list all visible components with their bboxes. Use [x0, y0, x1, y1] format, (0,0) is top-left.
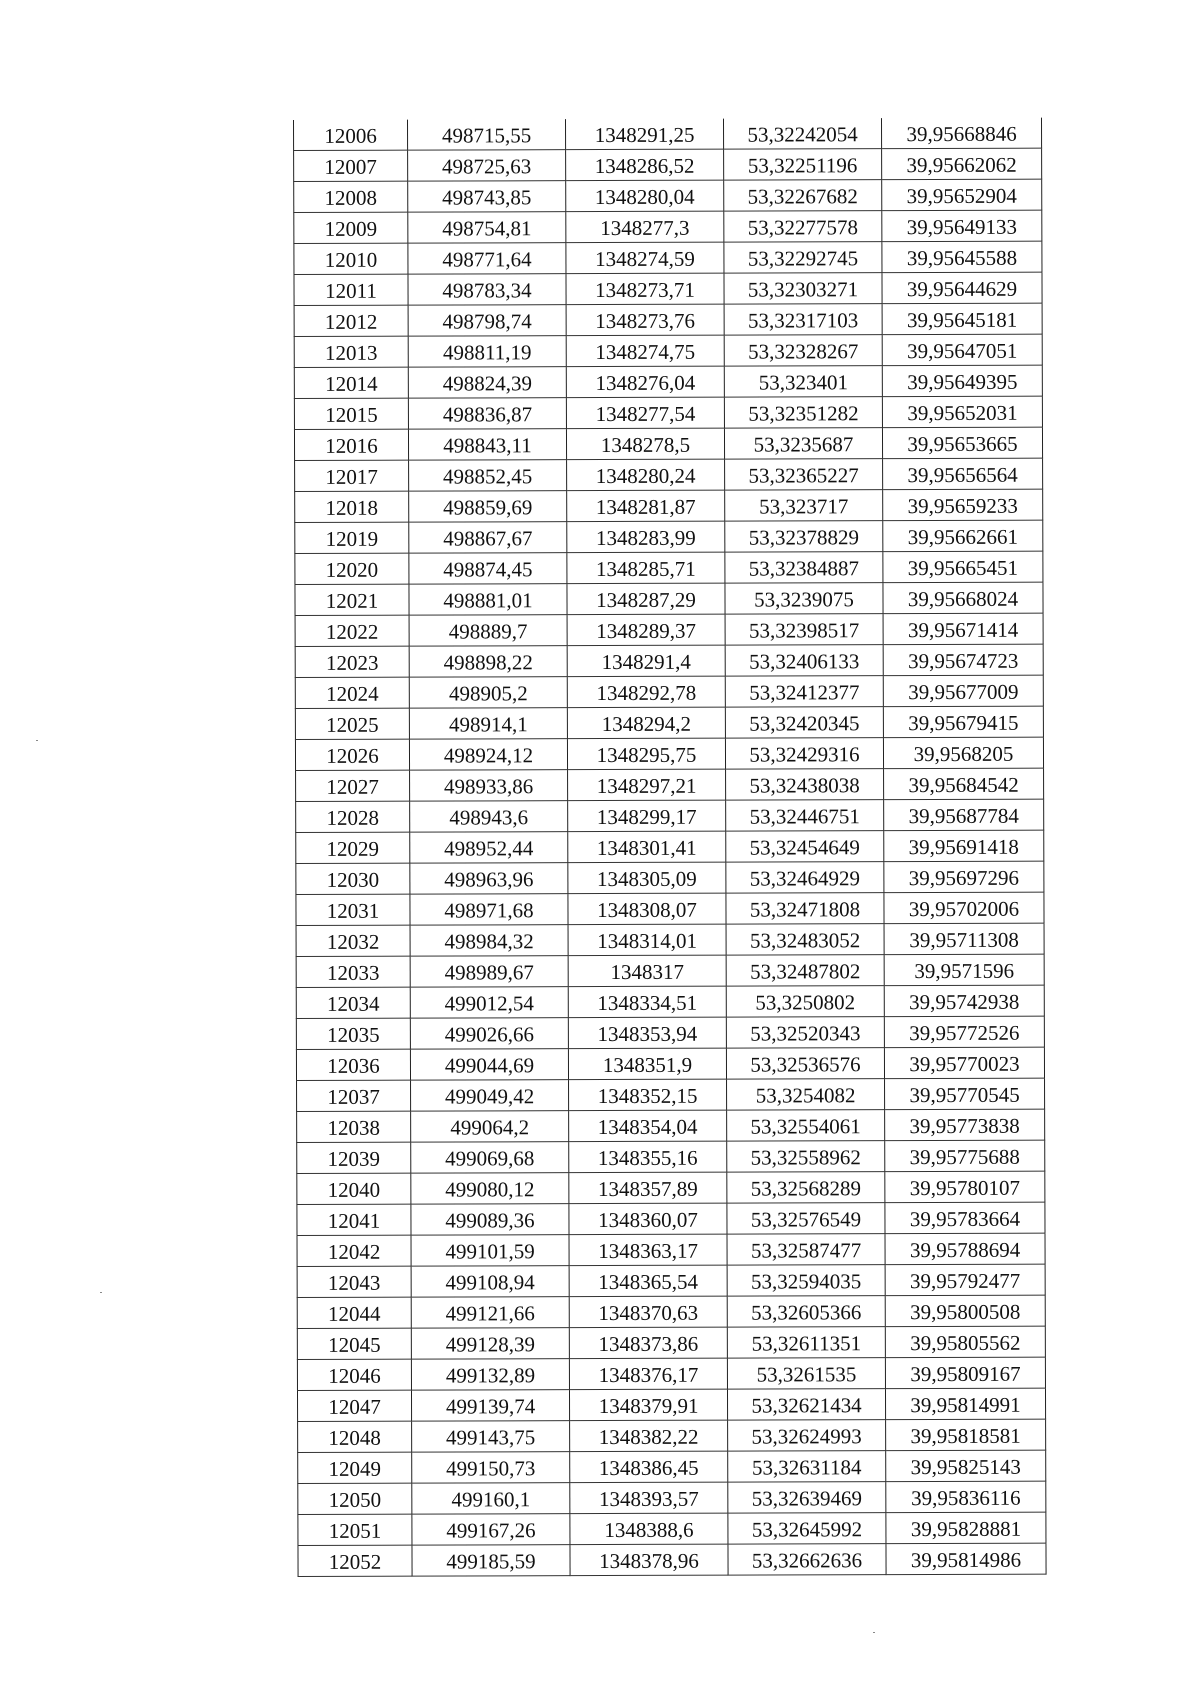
x-coordinate-cell: 498725,63 [408, 150, 566, 181]
x-coordinate-cell: 499044,69 [410, 1049, 568, 1080]
point-number-cell: 12042 [297, 1235, 411, 1266]
table-row [297, 1109, 1045, 1142]
y-coordinate-cell: 1348274,59 [566, 242, 724, 273]
latitude-cell: 53,32568289 [727, 1172, 885, 1203]
point-number-cell: 12009 [294, 212, 408, 243]
latitude-cell: 53,3239075 [725, 583, 883, 614]
longitude-cell: 39,95656564 [883, 458, 1043, 490]
scan-speck [36, 740, 38, 741]
point-number-cell: 12049 [298, 1452, 412, 1483]
point-number-cell: 12019 [295, 522, 409, 553]
latitude-cell: 53,32587477 [727, 1234, 885, 1265]
table-row [295, 489, 1043, 522]
latitude-cell: 53,3235687 [724, 428, 882, 459]
y-coordinate-cell: 1348289,37 [567, 614, 725, 645]
x-coordinate-cell: 499108,94 [411, 1266, 569, 1297]
point-number-cell: 12038 [297, 1111, 411, 1142]
point-number-cell: 12035 [296, 1018, 410, 1049]
table-row [295, 706, 1043, 739]
longitude-cell: 39,95783664 [885, 1202, 1045, 1234]
longitude-cell: 39,95653665 [882, 427, 1042, 459]
longitude-cell: 39,95652904 [882, 179, 1042, 211]
longitude-cell: 39,95662062 [882, 148, 1042, 180]
x-coordinate-cell: 498881,01 [409, 584, 567, 615]
table-row [296, 985, 1044, 1018]
longitude-cell: 39,95684542 [884, 768, 1044, 800]
y-coordinate-cell: 1348388,6 [570, 1513, 728, 1544]
table-row [297, 1078, 1045, 1111]
y-coordinate-cell: 1348363,17 [569, 1234, 727, 1265]
x-coordinate-cell: 499160,1 [412, 1483, 570, 1514]
table-row [297, 1171, 1045, 1204]
point-number-cell: 12026 [295, 739, 409, 770]
point-number-cell: 12022 [295, 615, 409, 646]
x-coordinate-cell: 498905,2 [409, 677, 567, 708]
x-coordinate-cell: 498971,68 [410, 894, 568, 925]
y-coordinate-cell: 1348352,15 [569, 1079, 727, 1110]
latitude-cell: 53,32554061 [727, 1110, 885, 1141]
table-row [297, 1326, 1045, 1359]
y-coordinate-cell: 1348355,16 [569, 1141, 727, 1172]
longitude-cell: 39,95814986 [886, 1543, 1046, 1575]
table-row [294, 179, 1042, 212]
table-row [295, 613, 1043, 646]
table-row [296, 799, 1044, 832]
table-row [298, 1543, 1046, 1576]
x-coordinate-cell: 499101,59 [411, 1235, 569, 1266]
y-coordinate-cell: 1348305,09 [568, 862, 726, 893]
point-number-cell: 12030 [296, 863, 410, 894]
longitude-cell: 39,95652031 [882, 396, 1042, 428]
point-number-cell: 12007 [294, 150, 408, 181]
y-coordinate-cell: 1348317 [568, 955, 726, 986]
latitude-cell: 53,32446751 [726, 800, 884, 831]
point-number-cell: 12052 [298, 1545, 412, 1576]
y-coordinate-cell: 1348291,4 [567, 645, 725, 676]
longitude-cell: 39,95674723 [883, 644, 1043, 676]
scan-speck [100, 1292, 102, 1293]
longitude-cell: 39,95668846 [881, 118, 1041, 149]
point-number-cell: 12029 [296, 832, 410, 863]
latitude-cell: 53,32303271 [724, 273, 882, 304]
latitude-cell: 53,32662636 [728, 1544, 886, 1575]
point-number-cell: 12006 [294, 120, 408, 151]
latitude-cell: 53,32639469 [728, 1482, 886, 1513]
x-coordinate-cell: 498783,34 [408, 274, 566, 305]
point-number-cell: 12031 [296, 894, 410, 925]
latitude-cell: 53,3261535 [727, 1358, 885, 1389]
longitude-cell: 39,95671414 [883, 613, 1043, 645]
y-coordinate-cell: 1348353,94 [568, 1017, 726, 1048]
y-coordinate-cell: 1348378,96 [570, 1544, 728, 1575]
longitude-cell: 39,95649133 [882, 210, 1042, 242]
table-row [298, 1419, 1046, 1452]
y-coordinate-cell: 1348287,29 [567, 583, 725, 614]
longitude-cell: 39,95805562 [885, 1326, 1045, 1358]
y-coordinate-cell: 1348273,76 [566, 304, 724, 335]
longitude-cell: 39,95647051 [882, 334, 1042, 366]
y-coordinate-cell: 1348357,89 [569, 1172, 727, 1203]
table-row [295, 458, 1043, 491]
latitude-cell: 53,32464929 [726, 862, 884, 893]
x-coordinate-cell: 499121,66 [411, 1297, 569, 1328]
table-row [297, 1233, 1045, 1266]
table-row [294, 334, 1042, 367]
point-number-cell: 12036 [296, 1049, 410, 1080]
y-coordinate-cell: 1348294,2 [567, 707, 725, 738]
table-row [297, 1357, 1045, 1390]
latitude-cell: 53,32277578 [724, 211, 882, 242]
longitude-cell: 39,95645181 [882, 303, 1042, 335]
latitude-cell: 53,32420345 [725, 707, 883, 738]
x-coordinate-cell: 499064,2 [411, 1111, 569, 1142]
x-coordinate-cell: 498811,19 [408, 336, 566, 367]
y-coordinate-cell: 1348334,51 [568, 986, 726, 1017]
latitude-cell: 53,3250802 [726, 986, 884, 1017]
point-number-cell: 12032 [296, 925, 410, 956]
x-coordinate-cell: 498889,7 [409, 615, 567, 646]
point-number-cell: 12039 [297, 1142, 411, 1173]
latitude-cell: 53,32645992 [728, 1513, 886, 1544]
table-row [297, 1295, 1045, 1328]
table-row [296, 923, 1044, 956]
latitude-cell: 53,32576549 [727, 1203, 885, 1234]
latitude-cell: 53,32483052 [726, 924, 884, 955]
point-number-cell: 12040 [297, 1173, 411, 1204]
point-number-cell: 12023 [295, 646, 409, 677]
longitude-cell: 39,95788694 [885, 1233, 1045, 1265]
latitude-cell: 53,32412377 [725, 676, 883, 707]
table-row [295, 675, 1043, 708]
table-row [296, 892, 1044, 925]
latitude-cell: 53,32378829 [725, 521, 883, 552]
y-coordinate-cell: 1348280,24 [567, 459, 725, 490]
table-row [296, 1016, 1044, 1049]
y-coordinate-cell: 1348277,3 [566, 211, 724, 242]
y-coordinate-cell: 1348386,45 [570, 1451, 728, 1482]
latitude-cell: 53,32631184 [728, 1451, 886, 1482]
y-coordinate-cell: 1348393,57 [570, 1482, 728, 1513]
latitude-cell: 53,32487802 [726, 955, 884, 986]
table-row [298, 1450, 1046, 1483]
x-coordinate-cell: 498743,85 [408, 181, 566, 212]
longitude-cell: 39,95711308 [884, 923, 1044, 955]
latitude-cell: 53,32438038 [726, 769, 884, 800]
latitude-cell: 53,3254082 [727, 1079, 885, 1110]
y-coordinate-cell: 1348379,91 [569, 1389, 727, 1420]
latitude-cell: 53,32242054 [723, 118, 881, 149]
point-number-cell: 12041 [297, 1204, 411, 1235]
y-coordinate-cell: 1348276,04 [566, 366, 724, 397]
x-coordinate-cell: 498836,87 [408, 398, 566, 429]
point-number-cell: 12020 [295, 553, 409, 584]
point-number-cell: 12011 [294, 274, 408, 305]
x-coordinate-cell: 499069,68 [411, 1142, 569, 1173]
point-number-cell: 12046 [297, 1359, 411, 1390]
point-number-cell: 12018 [295, 491, 409, 522]
table-row [294, 272, 1042, 305]
table-row [297, 1264, 1045, 1297]
y-coordinate-cell: 1348297,21 [568, 769, 726, 800]
y-coordinate-cell: 1348291,25 [565, 119, 723, 150]
table-row [295, 582, 1043, 615]
latitude-cell: 53,32536576 [726, 1048, 884, 1079]
table-row [294, 303, 1042, 336]
longitude-cell: 39,95800508 [885, 1295, 1045, 1327]
table-row [295, 737, 1043, 770]
latitude-cell: 53,32317103 [724, 304, 882, 335]
latitude-cell: 53,32328267 [724, 335, 882, 366]
latitude-cell: 53,32292745 [724, 242, 882, 273]
table-row [294, 148, 1042, 181]
table-row [295, 520, 1043, 553]
x-coordinate-cell: 499080,12 [411, 1173, 569, 1204]
latitude-cell: 53,32267682 [724, 180, 882, 211]
longitude-cell: 39,95662661 [883, 520, 1043, 552]
y-coordinate-cell: 1348382,22 [570, 1420, 728, 1451]
y-coordinate-cell: 1348292,78 [567, 676, 725, 707]
table-row [296, 830, 1044, 863]
x-coordinate-cell: 498963,96 [410, 863, 568, 894]
longitude-cell: 39,95679415 [883, 706, 1043, 738]
x-coordinate-cell: 499132,89 [411, 1359, 569, 1390]
latitude-cell: 53,32429316 [725, 738, 883, 769]
longitude-cell: 39,95677009 [883, 675, 1043, 707]
x-coordinate-cell: 498989,67 [410, 956, 568, 987]
point-number-cell: 12051 [298, 1514, 412, 1545]
latitude-cell: 53,323401 [724, 366, 882, 397]
x-coordinate-cell: 498924,12 [409, 739, 567, 770]
x-coordinate-cell: 498859,69 [409, 491, 567, 522]
y-coordinate-cell: 1348308,07 [568, 893, 726, 924]
x-coordinate-cell: 498771,64 [408, 243, 566, 274]
x-coordinate-cell: 498898,22 [409, 646, 567, 677]
longitude-cell: 39,95828881 [886, 1512, 1046, 1544]
longitude-cell: 39,95780107 [885, 1171, 1045, 1203]
x-coordinate-cell: 498984,32 [410, 925, 568, 956]
latitude-cell: 53,323717 [725, 490, 883, 521]
point-number-cell: 12021 [295, 584, 409, 615]
x-coordinate-cell: 499026,66 [410, 1018, 568, 1049]
point-number-cell: 12017 [295, 460, 409, 491]
x-coordinate-cell: 498754,81 [408, 212, 566, 243]
x-coordinate-cell: 499049,42 [411, 1080, 569, 1111]
longitude-cell: 39,95659233 [883, 489, 1043, 521]
latitude-cell: 53,32351282 [724, 397, 882, 428]
longitude-cell: 39,95814991 [885, 1388, 1045, 1420]
y-coordinate-cell: 1348277,54 [566, 397, 724, 428]
latitude-cell: 53,32454649 [726, 831, 884, 862]
y-coordinate-cell: 1348295,75 [567, 738, 725, 769]
table-row [297, 1388, 1045, 1421]
longitude-cell: 39,95809167 [885, 1357, 1045, 1389]
longitude-cell: 39,95702006 [884, 892, 1044, 924]
latitude-cell: 53,32471808 [726, 893, 884, 924]
point-number-cell: 12034 [296, 987, 410, 1018]
point-number-cell: 12010 [294, 243, 408, 274]
y-coordinate-cell: 1348354,04 [569, 1110, 727, 1141]
x-coordinate-cell: 498824,39 [408, 367, 566, 398]
table-row [296, 1047, 1044, 1080]
table-row [295, 644, 1043, 677]
x-coordinate-cell: 499143,75 [412, 1421, 570, 1452]
x-coordinate-cell: 498933,86 [410, 770, 568, 801]
latitude-cell: 53,32406133 [725, 645, 883, 676]
x-coordinate-cell: 498943,6 [410, 801, 568, 832]
latitude-cell: 53,32398517 [725, 614, 883, 645]
x-coordinate-cell: 499185,59 [412, 1545, 570, 1576]
point-number-cell: 12028 [296, 801, 410, 832]
longitude-cell: 39,95772526 [884, 1016, 1044, 1048]
table-row [296, 954, 1044, 987]
coordinates-table [293, 118, 1047, 1577]
y-coordinate-cell: 1348373,86 [569, 1327, 727, 1358]
y-coordinate-cell: 1348360,07 [569, 1203, 727, 1234]
y-coordinate-cell: 1348281,87 [567, 490, 725, 521]
longitude-cell: 39,95742938 [884, 985, 1044, 1017]
point-number-cell: 12025 [295, 708, 409, 739]
y-coordinate-cell: 1348278,5 [566, 428, 724, 459]
point-number-cell: 12033 [296, 956, 410, 987]
point-number-cell: 12027 [296, 770, 410, 801]
longitude-cell: 39,95825143 [886, 1450, 1046, 1482]
latitude-cell: 53,32558962 [727, 1141, 885, 1172]
latitude-cell: 53,32251196 [724, 149, 882, 180]
x-coordinate-cell: 498867,67 [409, 522, 567, 553]
table-row [294, 118, 1042, 151]
longitude-cell: 39,95773838 [885, 1109, 1045, 1141]
point-number-cell: 12012 [294, 305, 408, 336]
x-coordinate-cell: 498952,44 [410, 832, 568, 863]
table-row [296, 768, 1044, 801]
table-row [298, 1512, 1046, 1545]
table-row [297, 1140, 1045, 1173]
longitude-cell: 39,95770023 [884, 1047, 1044, 1079]
y-coordinate-cell: 1348280,04 [566, 180, 724, 211]
point-number-cell: 12047 [297, 1390, 411, 1421]
table-row [297, 1202, 1045, 1235]
table-row [295, 551, 1043, 584]
y-coordinate-cell: 1348286,52 [566, 149, 724, 180]
longitude-cell: 39,95665451 [883, 551, 1043, 583]
table-row [294, 210, 1042, 243]
table-row [294, 241, 1042, 274]
latitude-cell: 53,32594035 [727, 1265, 885, 1296]
latitude-cell: 53,32365227 [725, 459, 883, 490]
y-coordinate-cell: 1348376,17 [569, 1358, 727, 1389]
point-number-cell: 12014 [294, 367, 408, 398]
point-number-cell: 12048 [298, 1421, 412, 1452]
longitude-cell: 39,95818581 [886, 1419, 1046, 1451]
longitude-cell: 39,95691418 [884, 830, 1044, 862]
point-number-cell: 12016 [294, 429, 408, 460]
y-coordinate-cell: 1348301,41 [568, 831, 726, 862]
latitude-cell: 53,32605366 [727, 1296, 885, 1327]
point-number-cell: 12015 [294, 398, 408, 429]
table-row [294, 396, 1042, 429]
y-coordinate-cell: 1348283,99 [567, 521, 725, 552]
latitude-cell: 53,32384887 [725, 552, 883, 583]
point-number-cell: 12050 [298, 1483, 412, 1514]
longitude-cell: 39,9571596 [884, 954, 1044, 986]
y-coordinate-cell: 1348370,63 [569, 1296, 727, 1327]
x-coordinate-cell: 498874,45 [409, 553, 567, 584]
coordinates-table-body [294, 118, 1047, 1577]
point-number-cell: 12044 [297, 1297, 411, 1328]
table-row [294, 365, 1042, 398]
table-row [298, 1481, 1046, 1514]
table-row [296, 861, 1044, 894]
longitude-cell: 39,95775688 [885, 1140, 1045, 1172]
y-coordinate-cell: 1348274,75 [566, 335, 724, 366]
latitude-cell: 53,32621434 [727, 1389, 885, 1420]
scan-speck [873, 1632, 875, 1633]
point-number-cell: 12008 [294, 181, 408, 212]
longitude-cell: 39,95644629 [882, 272, 1042, 304]
point-number-cell: 12024 [295, 677, 409, 708]
x-coordinate-cell: 498798,74 [408, 305, 566, 336]
x-coordinate-cell: 499139,74 [411, 1390, 569, 1421]
longitude-cell: 39,95668024 [883, 582, 1043, 614]
y-coordinate-cell: 1348314,01 [568, 924, 726, 955]
x-coordinate-cell: 499012,54 [410, 987, 568, 1018]
longitude-cell: 39,95770545 [885, 1078, 1045, 1110]
x-coordinate-cell: 499089,36 [411, 1204, 569, 1235]
y-coordinate-cell: 1348285,71 [567, 552, 725, 583]
latitude-cell: 53,32520343 [726, 1017, 884, 1048]
x-coordinate-cell: 498715,55 [407, 119, 565, 150]
x-coordinate-cell: 499128,39 [411, 1328, 569, 1359]
y-coordinate-cell: 1348273,71 [566, 273, 724, 304]
longitude-cell: 39,95649395 [882, 365, 1042, 397]
y-coordinate-cell: 1348351,9 [568, 1048, 726, 1079]
latitude-cell: 53,32624993 [728, 1420, 886, 1451]
point-number-cell: 12013 [294, 336, 408, 367]
x-coordinate-cell: 498914,1 [409, 708, 567, 739]
point-number-cell: 12043 [297, 1266, 411, 1297]
longitude-cell: 39,95697296 [884, 861, 1044, 893]
x-coordinate-cell: 499150,73 [412, 1452, 570, 1483]
y-coordinate-cell: 1348365,54 [569, 1265, 727, 1296]
point-number-cell: 12045 [297, 1328, 411, 1359]
longitude-cell: 39,95792477 [885, 1264, 1045, 1296]
table-row [294, 427, 1042, 460]
x-coordinate-cell: 498852,45 [409, 460, 567, 491]
y-coordinate-cell: 1348299,17 [568, 800, 726, 831]
latitude-cell: 53,32611351 [727, 1327, 885, 1358]
longitude-cell: 39,95836116 [886, 1481, 1046, 1513]
x-coordinate-cell: 498843,11 [408, 429, 566, 460]
longitude-cell: 39,95687784 [884, 799, 1044, 831]
point-number-cell: 12037 [297, 1080, 411, 1111]
longitude-cell: 39,95645588 [882, 241, 1042, 273]
x-coordinate-cell: 499167,26 [412, 1514, 570, 1545]
longitude-cell: 39,9568205 [883, 737, 1043, 769]
